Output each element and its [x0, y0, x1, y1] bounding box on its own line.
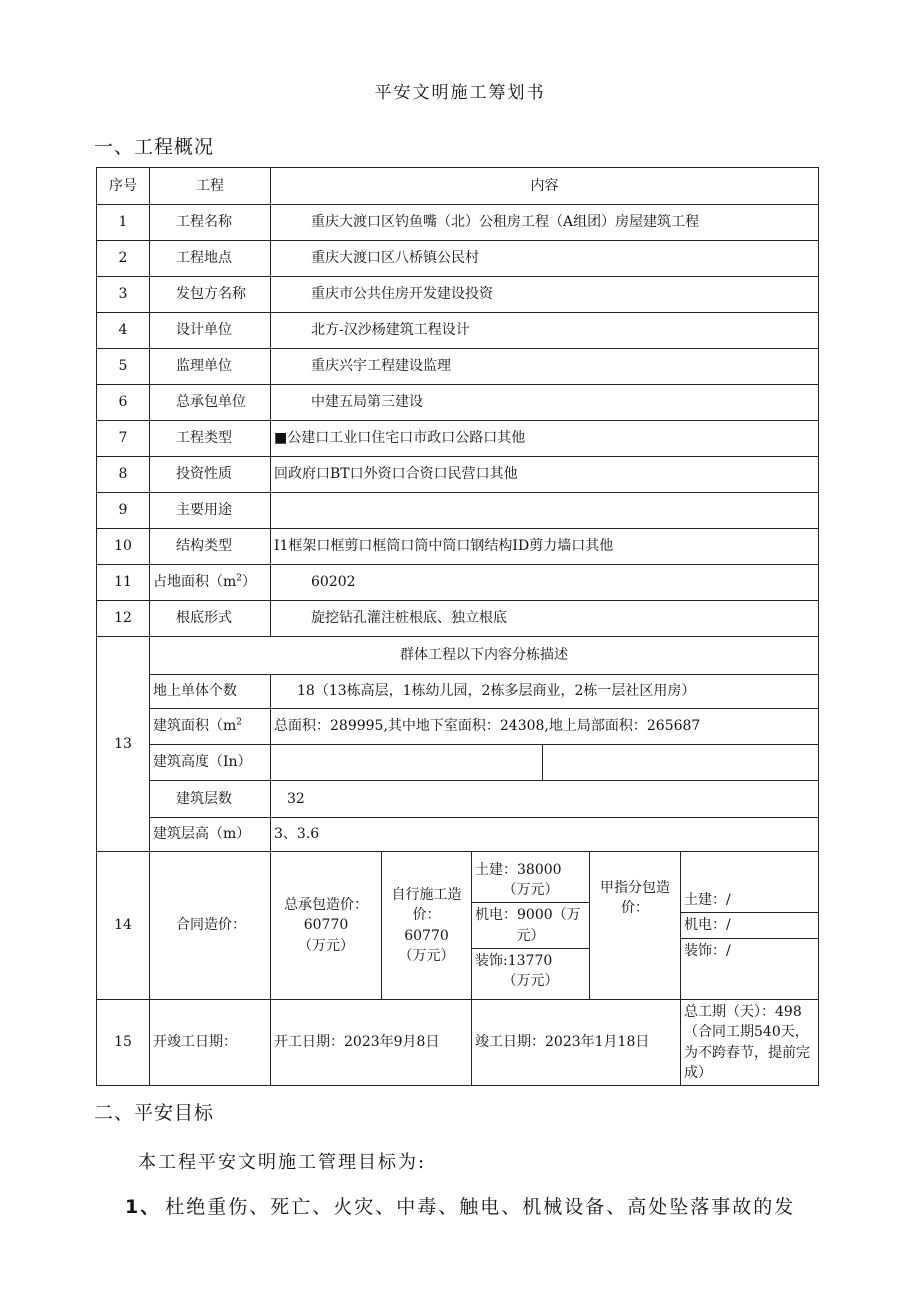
- safety-goal-item-1: 1、 杜绝重伤、死亡、火灾、中毒、触电、机械设备、高处坠落事故的发: [125, 1196, 796, 1218]
- row-content: 旋挖钻孔灌注桩根底、独立根底: [271, 601, 819, 637]
- row-item: 工程地点: [150, 241, 271, 277]
- row-no: 7: [97, 421, 150, 457]
- building-height-value: [271, 745, 543, 781]
- table-row: [97, 277, 819, 313]
- row-content: 重庆大渡口区八桥镇公民村: [271, 241, 819, 277]
- row-no: 15: [97, 1000, 150, 1086]
- floor-height-label: 建筑层高（m）: [150, 818, 271, 852]
- project-overview-table: [96, 167, 819, 1086]
- building-height-label: 建筑高度（In）: [150, 745, 271, 781]
- building-count-value: 18（13栋高层，1栋幼儿园，2栋多层商业，2栋一层社区用房）: [271, 675, 819, 709]
- row-content: 重庆市公共住房开发建设投资: [271, 277, 819, 313]
- contract-price-row: [97, 852, 819, 1000]
- row-no: 10: [97, 529, 150, 565]
- owner-subcontract-label: 甲指分包造价：: [590, 852, 681, 1000]
- self-construction-price: 自行施工造价： 60770 （万元）: [382, 852, 472, 1000]
- row-no: 9: [97, 493, 150, 529]
- row-content: 重庆兴宇工程建设监理: [271, 349, 819, 385]
- section-heading-safety-goals: 二、平安目标: [94, 1102, 215, 1124]
- document-title: 平安文明施工筹划书: [374, 83, 546, 103]
- table-header-row: [97, 168, 819, 205]
- contract-price-label: 合同造价：: [150, 852, 271, 1000]
- row-item: 工程名称: [150, 205, 271, 241]
- table-row: [97, 709, 819, 745]
- table-row: [97, 457, 819, 493]
- row-content: 北方-汉沙杨建筑工程设计: [271, 313, 819, 349]
- building-height-value-2: [543, 745, 819, 781]
- table-row: [97, 349, 819, 385]
- table-row: [97, 241, 819, 277]
- owner-subcontract-breakdown: [681, 852, 819, 1000]
- total-contract-price: 总承包造价： 60770 （万元）: [271, 852, 382, 1000]
- row-no: 2: [97, 241, 150, 277]
- owner-civil: 土建：/: [681, 888, 818, 913]
- civil-price: 土建：38000 （万元）: [472, 858, 589, 903]
- row-item: 结构类型: [150, 529, 271, 565]
- row-item: 工程类型: [150, 421, 271, 457]
- table-row: [97, 745, 819, 781]
- group-desc-header: 群体工程以下内容分栋描述: [150, 637, 819, 675]
- header-no: 序号: [97, 168, 150, 205]
- section-heading-overview: 一、工程概况: [94, 136, 215, 158]
- owner-decoration: 装饰：/: [681, 938, 818, 963]
- building-area-value: 总面积：289995,其中地下室面积：24308,地上局部面积：265687: [271, 709, 819, 745]
- table-row: [97, 385, 819, 421]
- row-no: 13: [97, 637, 150, 852]
- row-no: 12: [97, 601, 150, 637]
- project-type-options: ■公建口工业口住宅口市政口公路口其他: [271, 421, 819, 457]
- table-row: [97, 565, 819, 601]
- decoration-price: 装饰:13770 （万元）: [472, 948, 589, 993]
- structure-type-options: I1框架口框剪口框筒口筒中筒口钢结构ID剪力墙口其他: [271, 529, 819, 565]
- row-item: 占地面积$(m^2)$: [150, 565, 271, 601]
- row-no: 4: [97, 313, 150, 349]
- table-row: [97, 781, 819, 818]
- mep-price: 机电：9000（万 元）: [472, 903, 589, 949]
- building-area-label: 建筑面积（$m^2$: [150, 709, 271, 745]
- row-item: 监理单位: [150, 349, 271, 385]
- table-row: [97, 313, 819, 349]
- table-row: [97, 205, 819, 241]
- row-content: 60202: [271, 565, 819, 601]
- total-duration: 总工期（天）：498（合同工期540天，为不跨春节，提前完成）: [681, 1000, 819, 1086]
- table-row: [97, 493, 819, 529]
- owner-mep: 机电：/: [681, 913, 818, 938]
- row-item: 根底形式: [150, 601, 271, 637]
- table-row: [97, 818, 819, 852]
- row-no: 8: [97, 457, 150, 493]
- investment-type-options: 回政府口BT口外资口合资口民营口其他: [271, 457, 819, 493]
- completion-date: 竣工日期：2023年1月18日: [472, 1000, 681, 1086]
- safety-goal-intro: 本工程平安文明施工管理目标为:: [138, 1152, 427, 1173]
- row-no: 5: [97, 349, 150, 385]
- row-no: 6: [97, 385, 150, 421]
- building-floors-value: 32: [271, 781, 819, 818]
- row-no: 14: [97, 852, 150, 1000]
- building-floors-label: 建筑层数: [150, 781, 271, 818]
- row-no: 1: [97, 205, 150, 241]
- table-row: [97, 529, 819, 565]
- start-date: 开工日期：2023年9月8日: [271, 1000, 472, 1086]
- row-item: 投资性质: [150, 457, 271, 493]
- schedule-row: [97, 1000, 819, 1086]
- group-desc-row: [97, 637, 819, 675]
- table-row: [97, 675, 819, 709]
- row-no: 11: [97, 565, 150, 601]
- table-row: [97, 421, 819, 457]
- table-row: [97, 601, 819, 637]
- row-item: 设计单位: [150, 313, 271, 349]
- row-no: 3: [97, 277, 150, 313]
- floor-height-value: 3、3.6: [271, 818, 819, 852]
- header-content: 内容: [271, 168, 819, 205]
- row-content: [271, 493, 819, 529]
- header-item: 工程: [150, 168, 271, 205]
- price-breakdown: [472, 852, 590, 1000]
- building-count-label: 地上单体个数: [150, 675, 271, 709]
- schedule-label: 开竣工日期：: [150, 1000, 271, 1086]
- row-item: 总承包单位: [150, 385, 271, 421]
- row-item: 发包方名称: [150, 277, 271, 313]
- row-content: 中建五局第三建设: [271, 385, 819, 421]
- row-item: 主要用途: [150, 493, 271, 529]
- row-content: 重庆大渡口区钓鱼嘴（北）公租房工程（A组团）房屋建筑工程: [271, 205, 819, 241]
